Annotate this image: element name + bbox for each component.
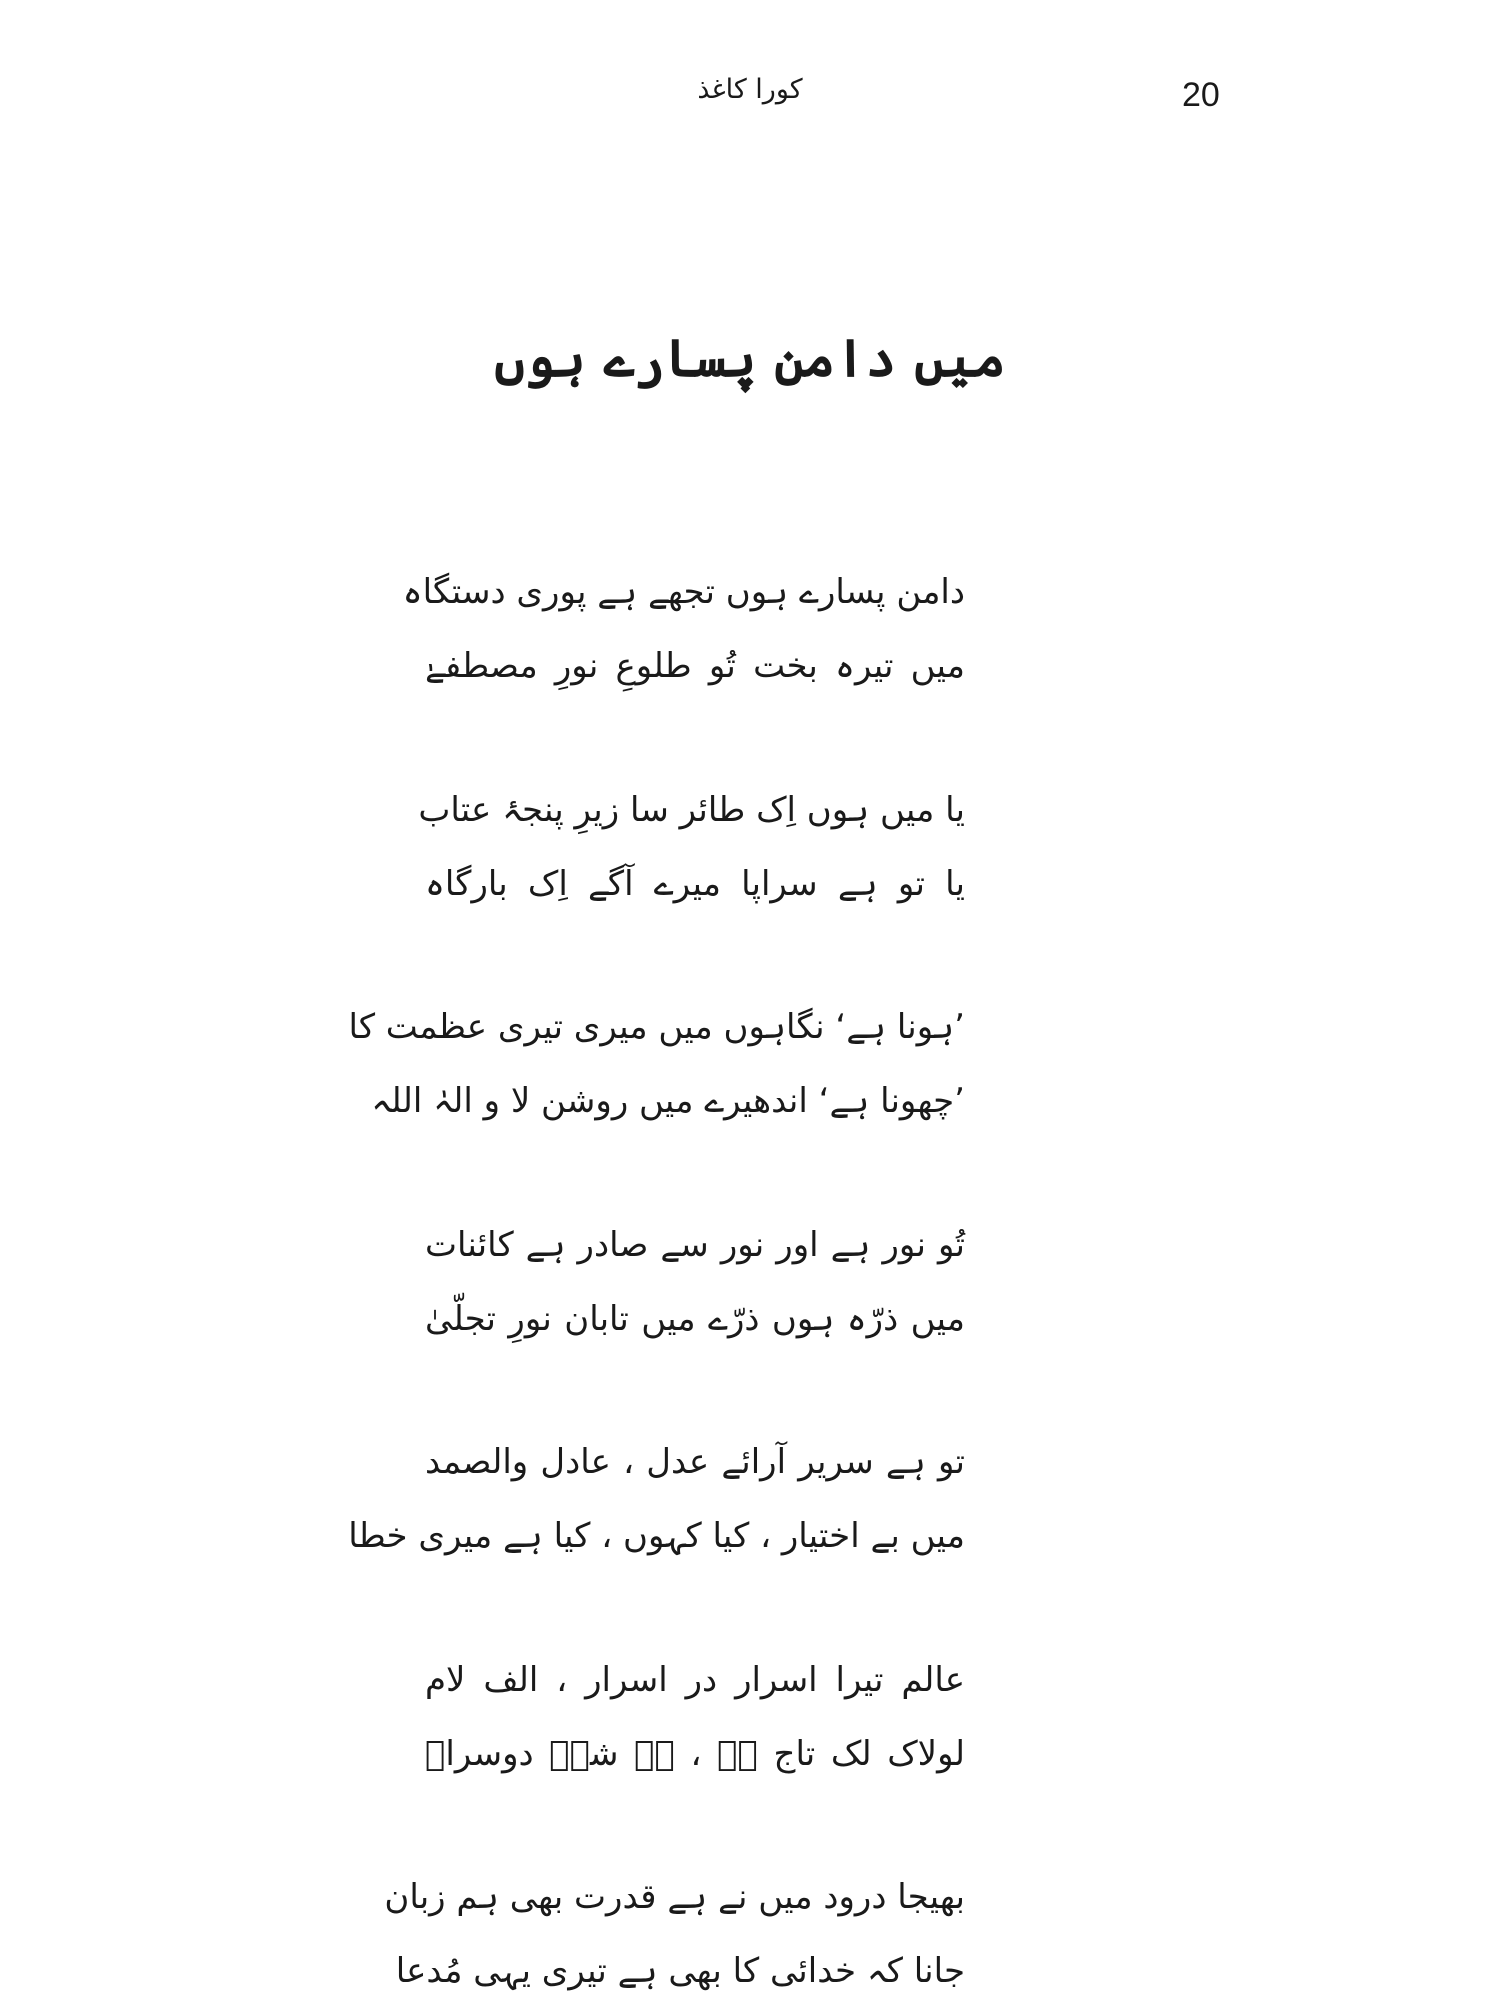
verse-line: ’چھونا ہے‘ اندھیرے میں روشن لا و الہٰ اللہ [371,1081,965,1121]
stanza [384,1860,965,2008]
stanza [348,990,965,1138]
stanza [348,1425,965,1573]
verse-line: میں بے اختیار ، کیا کہوں ، کیا ہے میری خطا [348,1516,965,1556]
verse-line: تو ہے سریر آرائے عدل ، عادل والصمد [425,1442,965,1482]
poem-title: میں دامن پسارے ہوں [494,328,1006,389]
stanza [425,1643,965,1791]
verse-line: لولاک لک تاج ہے ، ہے شہہ دوسراؐ [425,1734,965,1774]
verse-line: ’ہونا ہے‘ نگاہوں میں میری تیری عظمت کا [348,1007,965,1047]
stanza [402,555,965,703]
stanza [425,1208,965,1356]
stanza [418,773,965,921]
verse-line: یا میں ہوں اِک طائر سا زیرِ پنجۂ عتاب [418,790,965,830]
verse-line: میں تیرہ بخت تُو طلوعِ نورِ مصطفےٰ [425,646,965,686]
verse-line: عالم تیرا اسرار در اسرار ، الف لام [425,1660,965,1700]
running-header: کورا کاغذ [697,74,803,105]
verse-line: میں ذرّہ ہوں ذرّے میں تابان نورِ تجلّیٰ [425,1299,965,1339]
verse-line: جانا کہ خدائی کا بھی ہے تیری یہی مُدعا [395,1951,965,1991]
verse-line: بھیجا درود میں نے ہے قدرت بھی ہم زبان [384,1877,965,1917]
verse-line: تُو نور ہے اور نور سے صادر ہے کائنات [425,1225,965,1265]
page-number: 20 [1182,76,1220,114]
verse-line: یا تو ہے سراپا میرے آگے اِک بارگاہ [425,864,965,904]
verse-line: دامن پسارے ہوں تجھے ہے پوری دستگاہ [402,572,965,612]
